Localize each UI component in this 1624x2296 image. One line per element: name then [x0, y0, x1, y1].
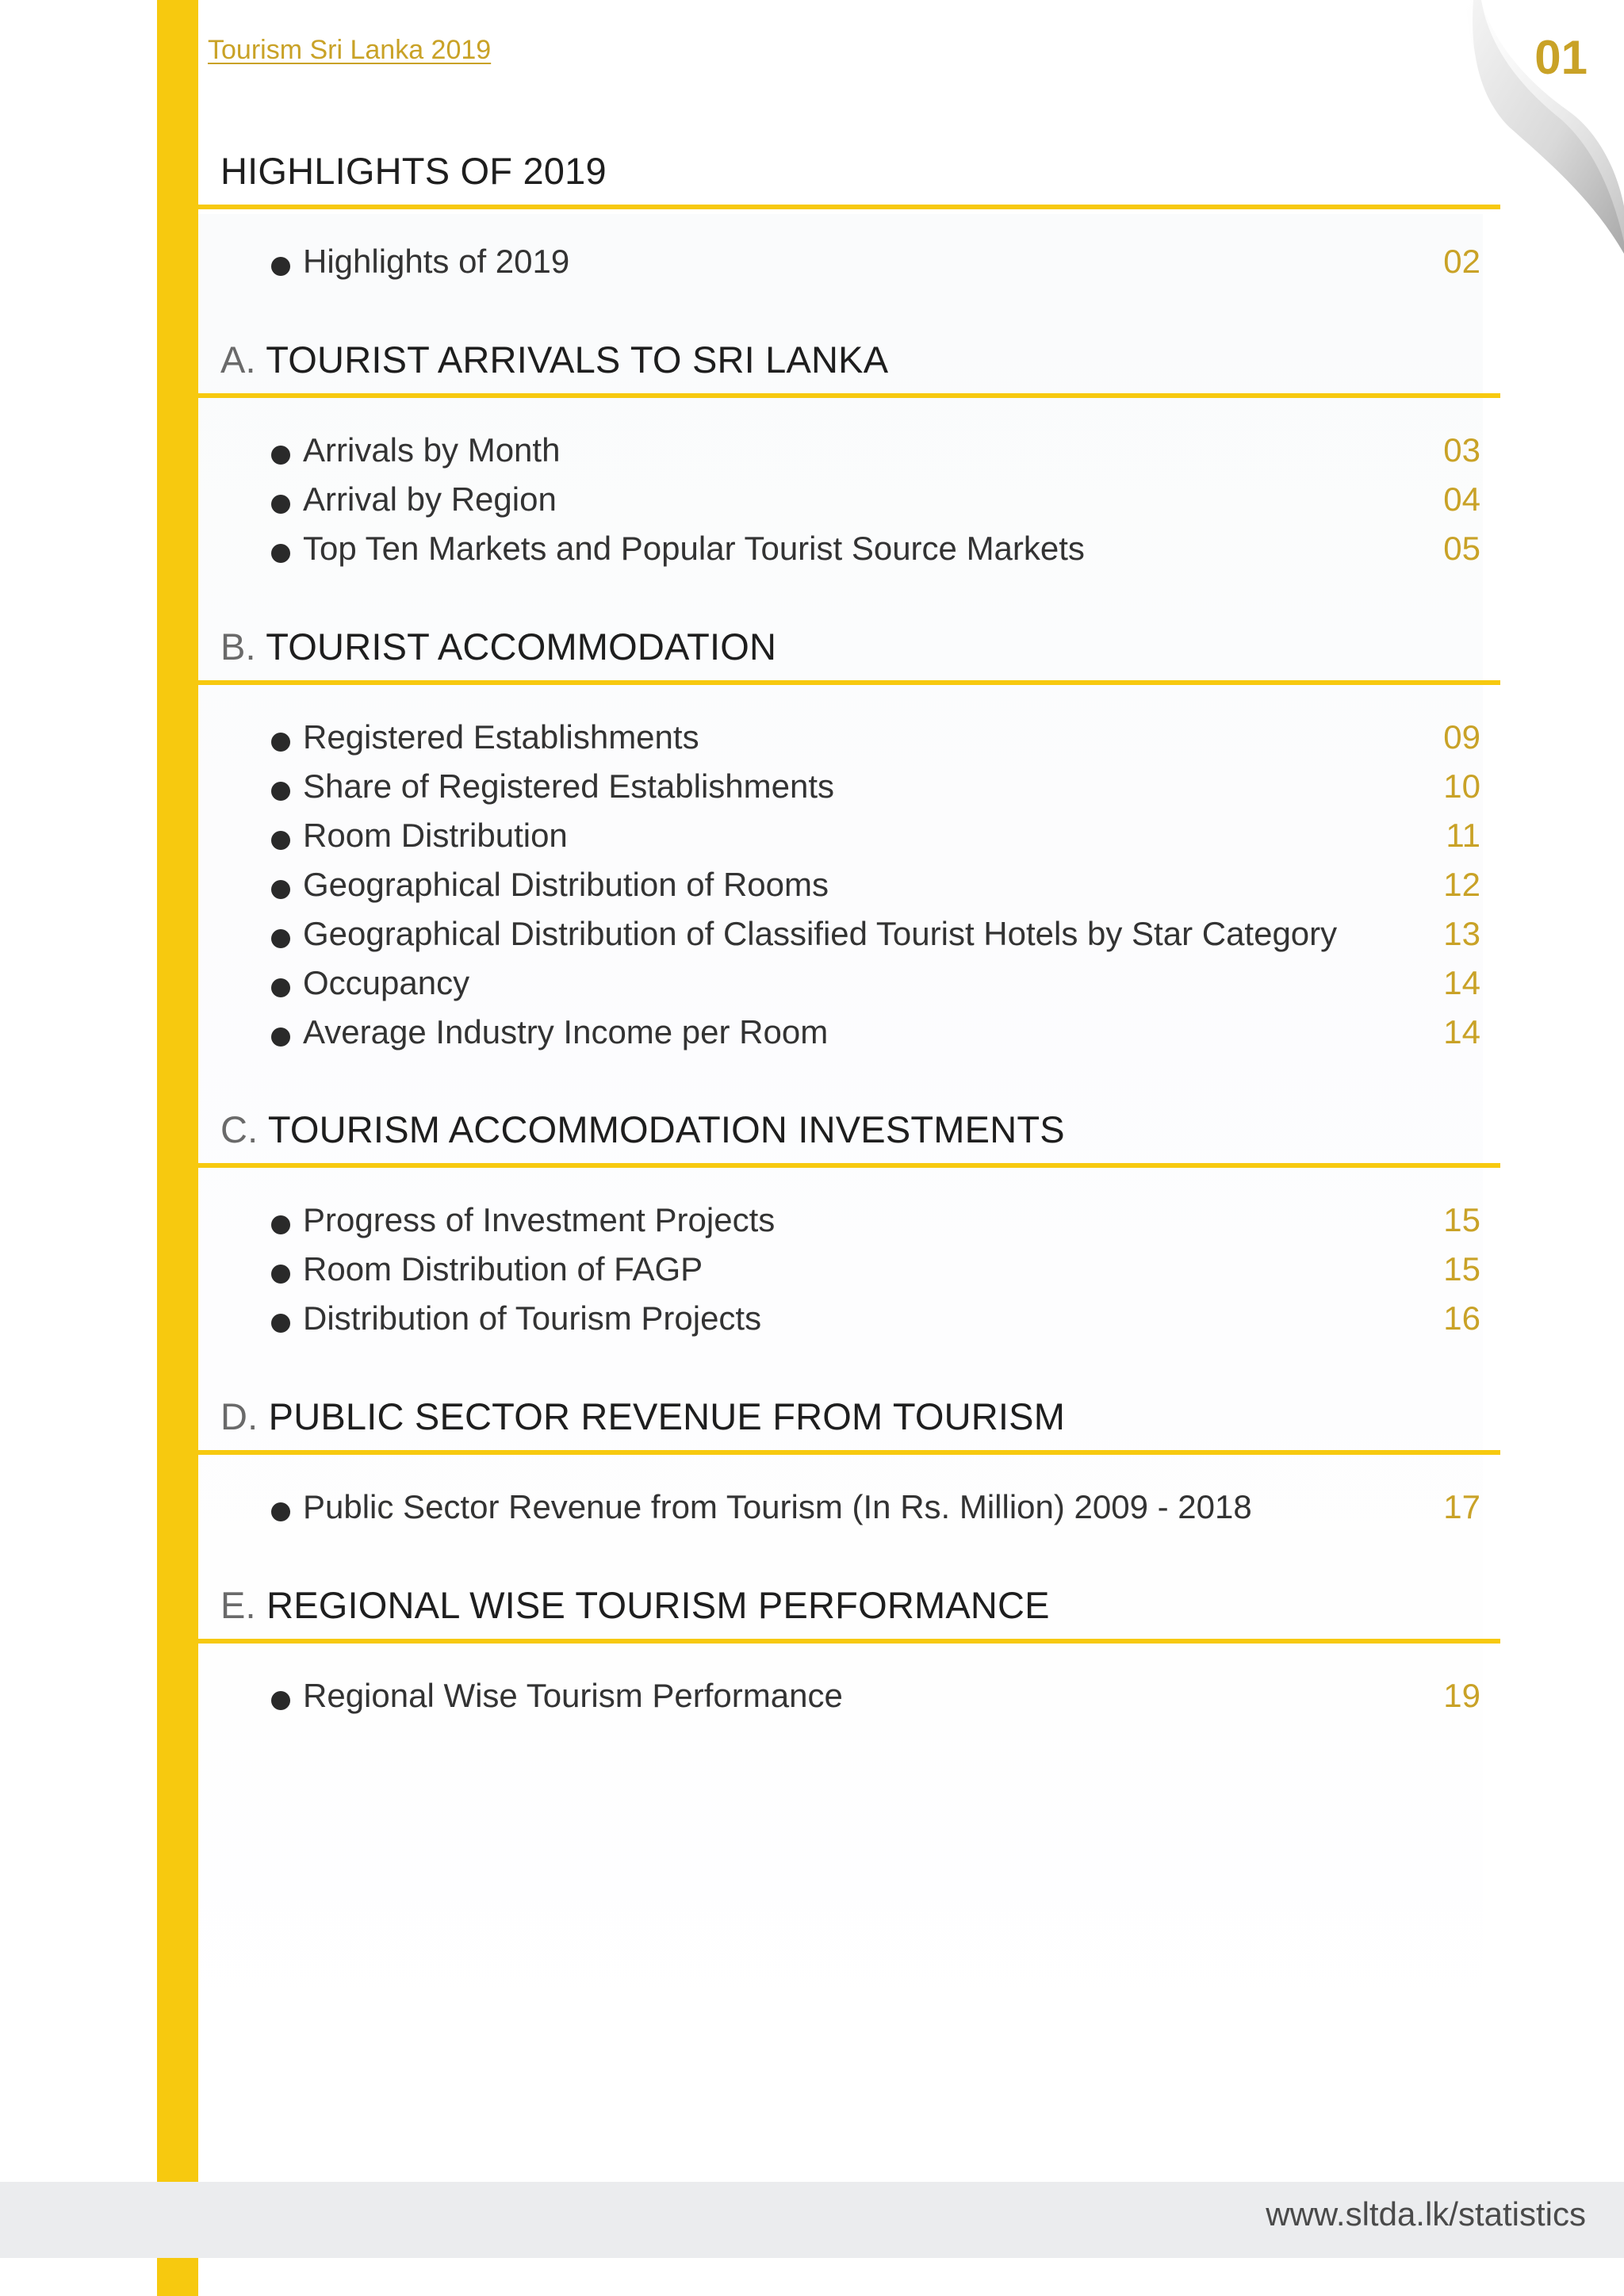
toc-entry[interactable]	[271, 1677, 1480, 1726]
toc-items	[198, 1395, 1500, 1553]
toc-entry[interactable]	[271, 1488, 1480, 1537]
bullet-icon	[271, 733, 290, 752]
section-letter: D.	[220, 1395, 259, 1437]
bullet-icon	[271, 1314, 290, 1333]
toc-entry-label: Regional Wise Tourism Performance	[303, 1677, 843, 1714]
document-title-link[interactable]: Tourism Sri Lanka 2019	[208, 35, 492, 65]
section-letter: E.	[220, 1584, 256, 1626]
toc-section-tourist-accommodation	[198, 625, 1500, 1069]
section-title-text: TOURIST ARRIVALS TO SRI LANKA	[266, 339, 889, 381]
toc-entry-label: Geographical Distribution of Classified Tourist Hotels by Star Category	[303, 915, 1338, 952]
toc-entry-label: Share of Registered Establishments	[303, 767, 835, 805]
section-title-text: TOURIST ACCOMMODATION	[266, 626, 777, 668]
toc-entry-label: Arrivals by Month	[303, 431, 561, 469]
toc-section-regional-performance	[198, 1583, 1500, 1742]
toc-entry-page: 09	[1443, 718, 1480, 756]
bullet-icon	[271, 495, 290, 514]
toc-section-public-sector-revenue	[198, 1395, 1500, 1553]
toc-entry-label: Arrival by Region	[303, 480, 557, 518]
toc-entry-page: 14	[1443, 964, 1480, 1001]
toc-entry-label: Room Distribution	[303, 817, 568, 854]
bullet-icon	[271, 257, 290, 276]
section-letter: C.	[220, 1108, 259, 1150]
toc-entry-label: Progress of Investment Projects	[303, 1201, 776, 1238]
footer-url-link[interactable]: www.sltda.lk/statistics	[1266, 2195, 1586, 2233]
toc-entry-page: 02	[1443, 243, 1480, 280]
toc-entry-label: Room Distribution of FAGP	[303, 1250, 703, 1288]
section-letter: A.	[220, 339, 256, 381]
toc-entry-page: 11	[1446, 817, 1480, 854]
section-title-text: TOURISM ACCOMMODATION INVESTMENTS	[267, 1108, 1065, 1150]
toc-section-tourist-arrivals	[198, 338, 1500, 591]
toc-entry-label: Highlights of 2019	[303, 243, 570, 280]
toc-entry-page: 03	[1443, 431, 1480, 469]
toc-entry-label: Top Ten Markets and Popular Tourist Source Markets	[303, 530, 1085, 567]
toc-entry-page: 16	[1443, 1299, 1480, 1337]
toc-entry[interactable]	[271, 1250, 1480, 1299]
toc-entry-page: 17	[1443, 1488, 1480, 1525]
toc-items	[198, 338, 1500, 591]
toc-section-highlights	[198, 149, 1500, 308]
toc-entry-page: 19	[1443, 1677, 1480, 1714]
toc-items	[198, 625, 1500, 1069]
bullet-icon	[271, 544, 290, 563]
toc-entry-label: Distribution of Tourism Projects	[303, 1299, 762, 1337]
bullet-icon	[271, 880, 290, 899]
toc-entry[interactable]	[271, 718, 1480, 767]
toc-entry[interactable]	[271, 915, 1480, 964]
bullet-icon	[271, 1691, 290, 1710]
page-number: 01	[1534, 31, 1588, 84]
bullet-icon	[271, 929, 290, 948]
toc-items	[198, 1583, 1500, 1742]
toc-entry[interactable]	[271, 767, 1480, 817]
bullet-icon	[271, 1027, 290, 1047]
toc-entry-label: Registered Establishments	[303, 718, 699, 756]
toc-entry[interactable]	[271, 530, 1480, 579]
toc-entry-page: 15	[1443, 1250, 1480, 1288]
bullet-icon	[271, 1215, 290, 1234]
toc-entry-label: Public Sector Revenue from Tourism (In Rs. Million) 2009 - 2018	[303, 1488, 1252, 1525]
section-title-text: HIGHLIGHTS OF 2019	[220, 150, 607, 192]
sidebar-accent-bar	[157, 0, 198, 2296]
toc-entry[interactable]	[271, 431, 1480, 480]
toc-entry[interactable]	[271, 1013, 1480, 1062]
bullet-icon	[271, 1265, 290, 1284]
toc-entry[interactable]	[271, 866, 1480, 915]
section-title-text: REGIONAL WISE TOURISM PERFORMANCE	[266, 1584, 1050, 1626]
toc-items	[198, 149, 1500, 308]
toc-entry-page: 15	[1443, 1201, 1480, 1238]
toc-entry-page: 10	[1443, 767, 1480, 805]
toc-entry-label: Occupancy	[303, 964, 470, 1001]
toc-entry[interactable]	[271, 964, 1480, 1013]
section-letter: B.	[220, 626, 256, 668]
toc-entry-page: 14	[1443, 1013, 1480, 1050]
toc-section-accommodation-investments	[198, 1108, 1500, 1361]
bullet-icon	[271, 831, 290, 850]
bullet-icon	[271, 1502, 290, 1521]
toc-entry[interactable]	[271, 1201, 1480, 1250]
toc-entry[interactable]	[271, 1299, 1480, 1349]
toc-entry-label: Geographical Distribution of Rooms	[303, 866, 829, 903]
toc-entry-page: 04	[1443, 480, 1480, 518]
bullet-icon	[271, 446, 290, 465]
bullet-icon	[271, 978, 290, 997]
section-title-text: PUBLIC SECTOR REVENUE FROM TOURISM	[268, 1395, 1066, 1437]
toc-entry[interactable]	[271, 480, 1480, 530]
toc-entry[interactable]	[271, 243, 1480, 292]
toc-entry-page: 13	[1443, 915, 1480, 952]
toc-entry-page: 05	[1443, 530, 1480, 567]
toc-entry-page: 12	[1443, 866, 1480, 903]
bullet-icon	[271, 782, 290, 801]
toc-entry-label: Average Industry Income per Room	[303, 1013, 829, 1050]
toc-items	[198, 1108, 1500, 1361]
toc-entry[interactable]	[271, 817, 1480, 866]
